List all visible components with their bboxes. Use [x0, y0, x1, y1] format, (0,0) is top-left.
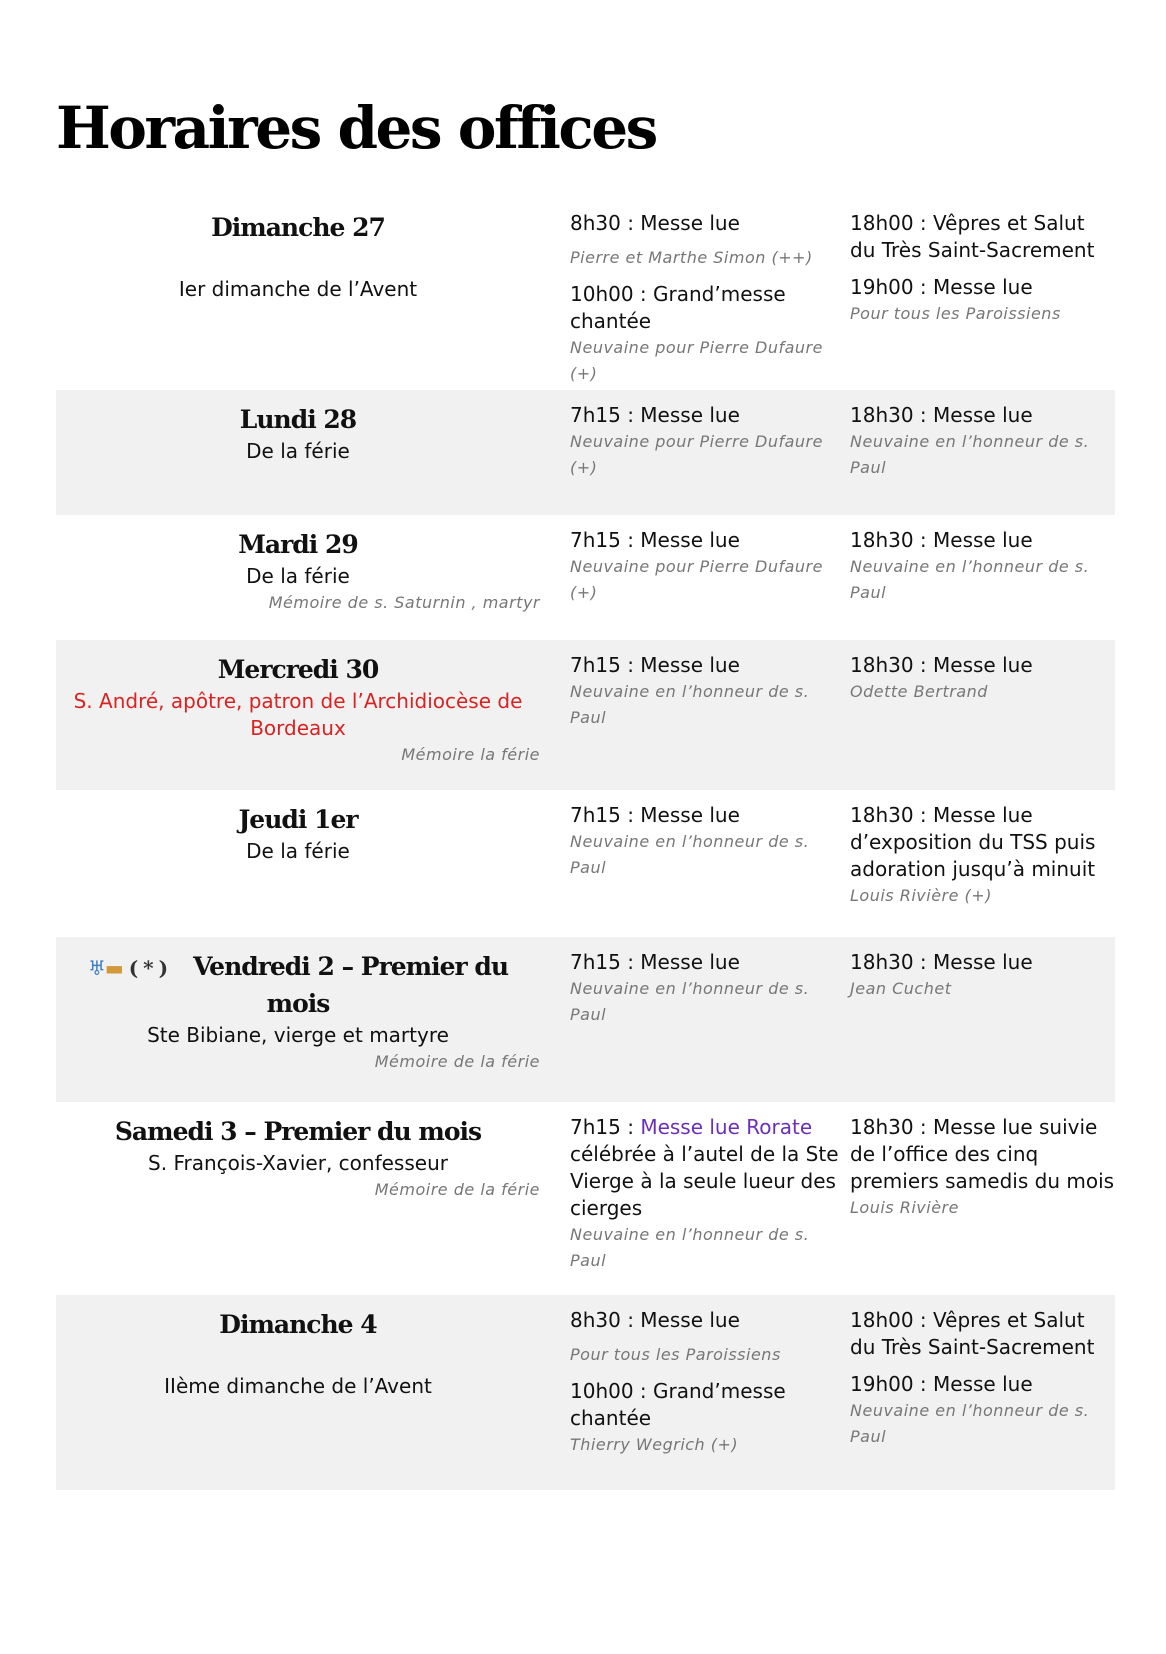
- mass-intention: Neuvaine en l’honneur de s. Paul: [570, 1225, 810, 1270]
- morning-masses: [562, 402, 850, 515]
- feast-label: De la férie: [246, 564, 350, 588]
- mass-time: 7h15 : Messe lue: [570, 803, 740, 827]
- mass-time: 7h15 : Messe lue: [570, 653, 740, 677]
- mass-intention: Neuvaine en l’honneur de s. Paul: [570, 832, 810, 877]
- mass-intention: Neuvaine en l’honneur de s. Paul: [570, 682, 810, 727]
- day-cell: [56, 527, 562, 640]
- morning-masses: [562, 527, 850, 640]
- evening-masses: [850, 802, 1115, 937]
- mass-entry: [850, 210, 1115, 264]
- mass-time: 18h30 : Messe lue: [850, 950, 1033, 974]
- day-name: Mercredi 30: [217, 655, 379, 684]
- evening-masses: [850, 949, 1115, 1102]
- mass-time: 18h30 : Messe lue: [850, 403, 1033, 427]
- feast-label: IIème dimanche de l’Avent: [164, 1374, 432, 1398]
- mass-intention: Neuvaine pour Pierre Dufaure (+): [570, 432, 823, 477]
- feast-label: Ier dimanche de l’Avent: [178, 277, 418, 301]
- rorate-highlight: Messe lue Rorate: [640, 1115, 813, 1139]
- day-row-mercredi-30: [56, 640, 1115, 790]
- mass-entry: [570, 210, 850, 271]
- memoire-note: Mémoire de la férie: [374, 1180, 540, 1199]
- morning-masses: [562, 1307, 850, 1490]
- morning-masses: [562, 802, 850, 937]
- day-name: Samedi 3 – Premier du mois: [114, 1117, 482, 1146]
- fish-icon: ♅: [87, 956, 105, 980]
- evening-masses: [850, 1114, 1115, 1295]
- morning-masses: [562, 652, 850, 790]
- day-name: Lundi 28: [239, 405, 357, 434]
- day-name: Dimanche 4: [219, 1310, 377, 1339]
- mass-time: 7h15 : Messe lue: [570, 403, 740, 427]
- mass-intention: Louis Rivière: [850, 1198, 959, 1217]
- mass-intention: Neuvaine en l’honneur de s. Paul: [850, 557, 1090, 602]
- evening-masses: [850, 1307, 1115, 1490]
- mass-entry: [570, 1378, 850, 1458]
- memoire-note: Mémoire la férie: [401, 745, 540, 764]
- memoire-note: Mémoire de s. Saturnin , martyr: [268, 593, 540, 612]
- mass-intention: Neuvaine pour Pierre Dufaure (+): [570, 338, 823, 383]
- evening-masses: [850, 210, 1115, 390]
- mass-time-rest: célébrée à l’autel de la Ste Vierge à la seule lueur des cierges: [570, 1142, 839, 1220]
- day-cell: [56, 802, 562, 937]
- feast-label: S. François-Xavier, confesseur: [148, 1151, 448, 1175]
- mass-time: [570, 1114, 850, 1222]
- mass-intention: Neuvaine en l’honneur de s. Paul: [850, 432, 1090, 477]
- mass-entry: [850, 1307, 1115, 1361]
- mass-time: 7h15 : Messe lue: [570, 950, 740, 974]
- day-row-dimanche-27: [56, 198, 1115, 390]
- evening-masses: [850, 527, 1115, 640]
- morning-masses: [562, 949, 850, 1102]
- mass-time: 8h30 : Messe lue: [570, 211, 740, 235]
- evening-masses: [850, 402, 1115, 515]
- day-row-vendredi-2: [56, 937, 1115, 1102]
- mass-intention: Pour tous les Paroissiens: [570, 1345, 781, 1364]
- morning-masses: [562, 1114, 850, 1295]
- parens-note: ( * ): [128, 956, 168, 980]
- day-row-samedi-3: [56, 1102, 1115, 1295]
- mass-time: 19h00 : Messe lue: [850, 275, 1033, 299]
- mass-time: 7h15 : Messe lue: [570, 528, 740, 552]
- day-cell: [56, 1114, 562, 1295]
- day-cell: [56, 210, 562, 390]
- mass-intention: Pierre et Marthe Simon (++): [570, 248, 813, 267]
- schedule-table: [56, 198, 1115, 1490]
- day-row-dimanche-4: [56, 1295, 1115, 1490]
- mass-time-prefix: 7h15 :: [570, 1115, 641, 1139]
- mass-intention: Louis Rivière (+): [850, 886, 992, 905]
- day-name-text: Vendredi 2 – Premier du mois: [193, 952, 509, 1018]
- mass-entry: [570, 281, 850, 387]
- mass-time: 18h00 : Vêpres et Salut du Très Saint-Sacrement: [850, 211, 1095, 262]
- page-title: Horaires des offices: [56, 94, 656, 162]
- mass-time: 18h30 : Messe lue suivie de l’office des cinq premiers samedis du mois: [850, 1115, 1115, 1193]
- mass-intention: Pour tous les Paroissiens: [850, 304, 1061, 323]
- mass-time: 19h00 : Messe lue: [850, 1372, 1033, 1396]
- mass-intention: Neuvaine en l’honneur de s. Paul: [850, 1401, 1090, 1446]
- feast-label: Ste Bibiane, vierge et martyre: [147, 1023, 449, 1047]
- mass-intention: Neuvaine en l’honneur de s. Paul: [570, 979, 810, 1024]
- mass-time: 10h00 : Grand’messe chantée: [570, 282, 786, 333]
- day-row-lundi-28: [56, 390, 1115, 515]
- day-row-jeudi-1er: [56, 790, 1115, 937]
- bread-icon: ▬: [104, 956, 123, 980]
- friday-abstinence-icons: [88, 950, 167, 986]
- day-cell: [56, 652, 562, 790]
- mass-time: 18h00 : Vêpres et Salut du Très Saint-Sacrement: [850, 1308, 1095, 1359]
- mass-intention: Thierry Wegrich (+): [570, 1435, 739, 1454]
- mass-time: 8h30 : Messe lue: [570, 1308, 740, 1332]
- day-cell: [56, 949, 562, 1102]
- day-cell: [56, 1307, 562, 1490]
- mass-intention: Jean Cuchet: [850, 979, 952, 998]
- mass-intention: Odette Bertrand: [850, 682, 988, 701]
- mass-entry: [850, 274, 1115, 327]
- morning-masses: [562, 210, 850, 390]
- day-name: [56, 949, 540, 1022]
- mass-entry: [570, 1307, 850, 1368]
- day-cell: [56, 402, 562, 515]
- day-row-mardi-29: [56, 515, 1115, 640]
- evening-masses: [850, 652, 1115, 790]
- feast-label: S. André, apôtre, patron de l’Archidiocèse de Bordeaux: [73, 689, 523, 740]
- mass-time: 18h30 : Messe lue: [850, 653, 1033, 677]
- day-name: Dimanche 27: [211, 213, 385, 242]
- feast-label: De la férie: [246, 439, 350, 463]
- day-name: Jeudi 1er: [238, 805, 358, 834]
- mass-time: 18h30 : Messe lue: [850, 528, 1033, 552]
- mass-time: 18h30 : Messe lue d’exposition du TSS puis adoration jusqu’à minuit: [850, 803, 1096, 881]
- mass-entry: [850, 1371, 1115, 1450]
- feast-label: De la férie: [246, 839, 350, 863]
- memoire-note: Mémoire de la férie: [374, 1052, 540, 1071]
- mass-time: 10h00 : Grand’messe chantée: [570, 1379, 786, 1430]
- mass-intention: Neuvaine pour Pierre Dufaure (+): [570, 557, 823, 602]
- day-name: Mardi 29: [238, 530, 358, 559]
